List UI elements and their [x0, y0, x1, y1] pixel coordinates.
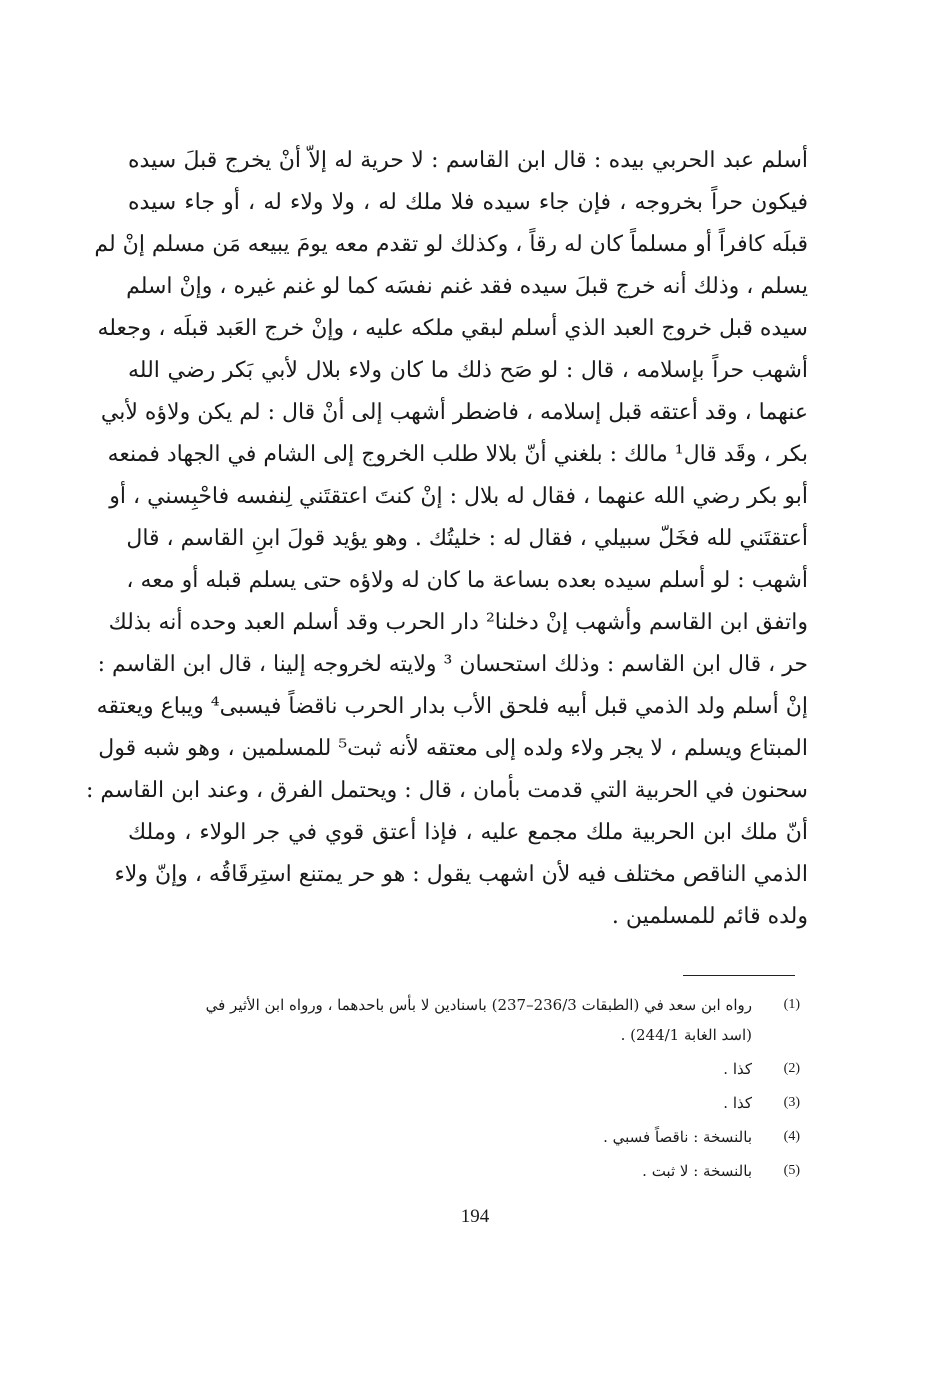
footnote-3 [120, 1088, 800, 1118]
body-line: يسلم ، وذلك أنه خرج قبلَ سيده فقد غنم نفسَه كما لو غنم غيره ، وإنْ اسلم [126, 274, 808, 299]
body-line: عنهما ، وقد أعتقه قبل إسلامه ، فاضطر أشهب إلى أنْ قال : لم يكن ولاؤه لأبي [100, 400, 808, 425]
body-line: الذمي الناقص مختلف فيه لأن اشهب يقول : هو حر يمتنع استِرقَاقُه ، وإنّ ولاء [114, 862, 808, 887]
body-line: قبلَه كافراً أو مسلماً كان له رقاً ، وكذلك لو تقدم معه يومَ يبيعه مَن مسلم إنْ لم [94, 232, 808, 257]
footnote-line: كذا . [723, 1094, 752, 1112]
body-line: سيده قبل خروج العبد الذي أسلم لبقي ملكه عليه ، وإنْ خرج العَبد قبلَه ، وجعله [97, 316, 808, 341]
footnote-separator [683, 975, 795, 976]
footnote-number: (5) [783, 1163, 800, 1178]
footnote-text [120, 1122, 752, 1152]
main-text-block [86, 140, 808, 938]
body-line: إنْ أسلم ولد الذمي قبل أبيه فلحق الأب بدار الحرب ناقضاً فيسبى⁴ ويباع ويعتقه [96, 694, 808, 719]
body-line: أنّ ملك ابن الحربية ملك مجمع عليه ، فإذا أعتق قوي في جر الولاء ، وملك [128, 820, 808, 845]
footnote-2 [120, 1054, 800, 1084]
footnote-text [120, 1088, 752, 1118]
body-line: أشهب حراً بإسلامه ، قال : لو صَح ذلك ما كان ولاء بلال لأبي بَكر رضي الله [128, 358, 808, 383]
footnotes-block [120, 990, 800, 1190]
footnote-line: بالنسخة : ناقصاً فسبي . [603, 1128, 752, 1146]
footnote-number: (3) [783, 1095, 800, 1110]
footnote-number: (4) [783, 1129, 800, 1144]
body-line: حر ، قال ابن القاسم : وذلك استحسان ³ ولايته لخروجه إلينا ، قال ابن القاسم : [97, 652, 808, 677]
footnote-5 [120, 1156, 800, 1186]
body-line: ولده قائم للمسلمين . [611, 904, 808, 929]
body-line: أسلم عبد الحربي بيده : قال ابن القاسم : لا حرية له إلاّ أنْ يخرج قبلَ سيده [128, 148, 808, 173]
body-line: أعتقتَني لله فخَلّ سبيلي ، فقال له : خليتُك . وهو يؤيد قولَ ابنِ القاسم ، قال [126, 526, 808, 551]
body-line: بكر ، وقَد قال¹ مالك : بلغني أنّ بلالا طلب الخروج إلى الشام في الجهاد فمنعه [107, 442, 808, 467]
footnote-number: (2) [783, 1061, 800, 1076]
footnote-number: (1) [783, 997, 800, 1012]
footnote-line: (اسد الغابة 244/1) . [620, 1026, 752, 1044]
footnote-1 [120, 990, 800, 1050]
body-line: أشهب : لو أسلم سيده بعده بساعة ما كان له ولاؤه حتى يسلم قبله أو معه ، [126, 568, 808, 593]
body-line: سحنون في الحربية التي قدمت بأمان ، قال : ويحتمل الفرق ، وعند ابن القاسم : [86, 778, 808, 803]
body-line: واتفق ابن القاسم وأشهب إنْ دخلنا² دار الحرب وقد أسلم العبد وحده أنه بذلك [108, 610, 808, 635]
footnote-line: رواه ابن سعد في (الطبقات 236/3–237) باسنادين لا بأس باحدهما ، ورواه ابن الأثير في [205, 996, 752, 1014]
body-line: المبتاع ويسلم ، لا يجر ولاء ولده إلى معتقه لأنه ثبت⁵ للمسلمين ، وهو شبه قول [98, 736, 808, 761]
footnote-4 [120, 1122, 800, 1152]
page-number: 194 [460, 1206, 490, 1227]
footnote-line: كذا . [723, 1060, 752, 1078]
footnote-text [120, 1156, 752, 1186]
body-line: فيكون حراً بخروجه ، فإن جاء سيده فلا ملك له ، ولا ولاء له ، أو جاء سيده [128, 190, 808, 215]
footnote-line: بالنسخة : لا ثبت . [642, 1162, 752, 1180]
footnote-text [120, 990, 752, 1050]
footnote-text [120, 1054, 752, 1084]
body-line: أبو بكر رضي الله عنهما ، فقال له بلال : إنْ كنتَ اعتقتَني لِنفسه فاحْبِسني ، أو [109, 484, 808, 509]
